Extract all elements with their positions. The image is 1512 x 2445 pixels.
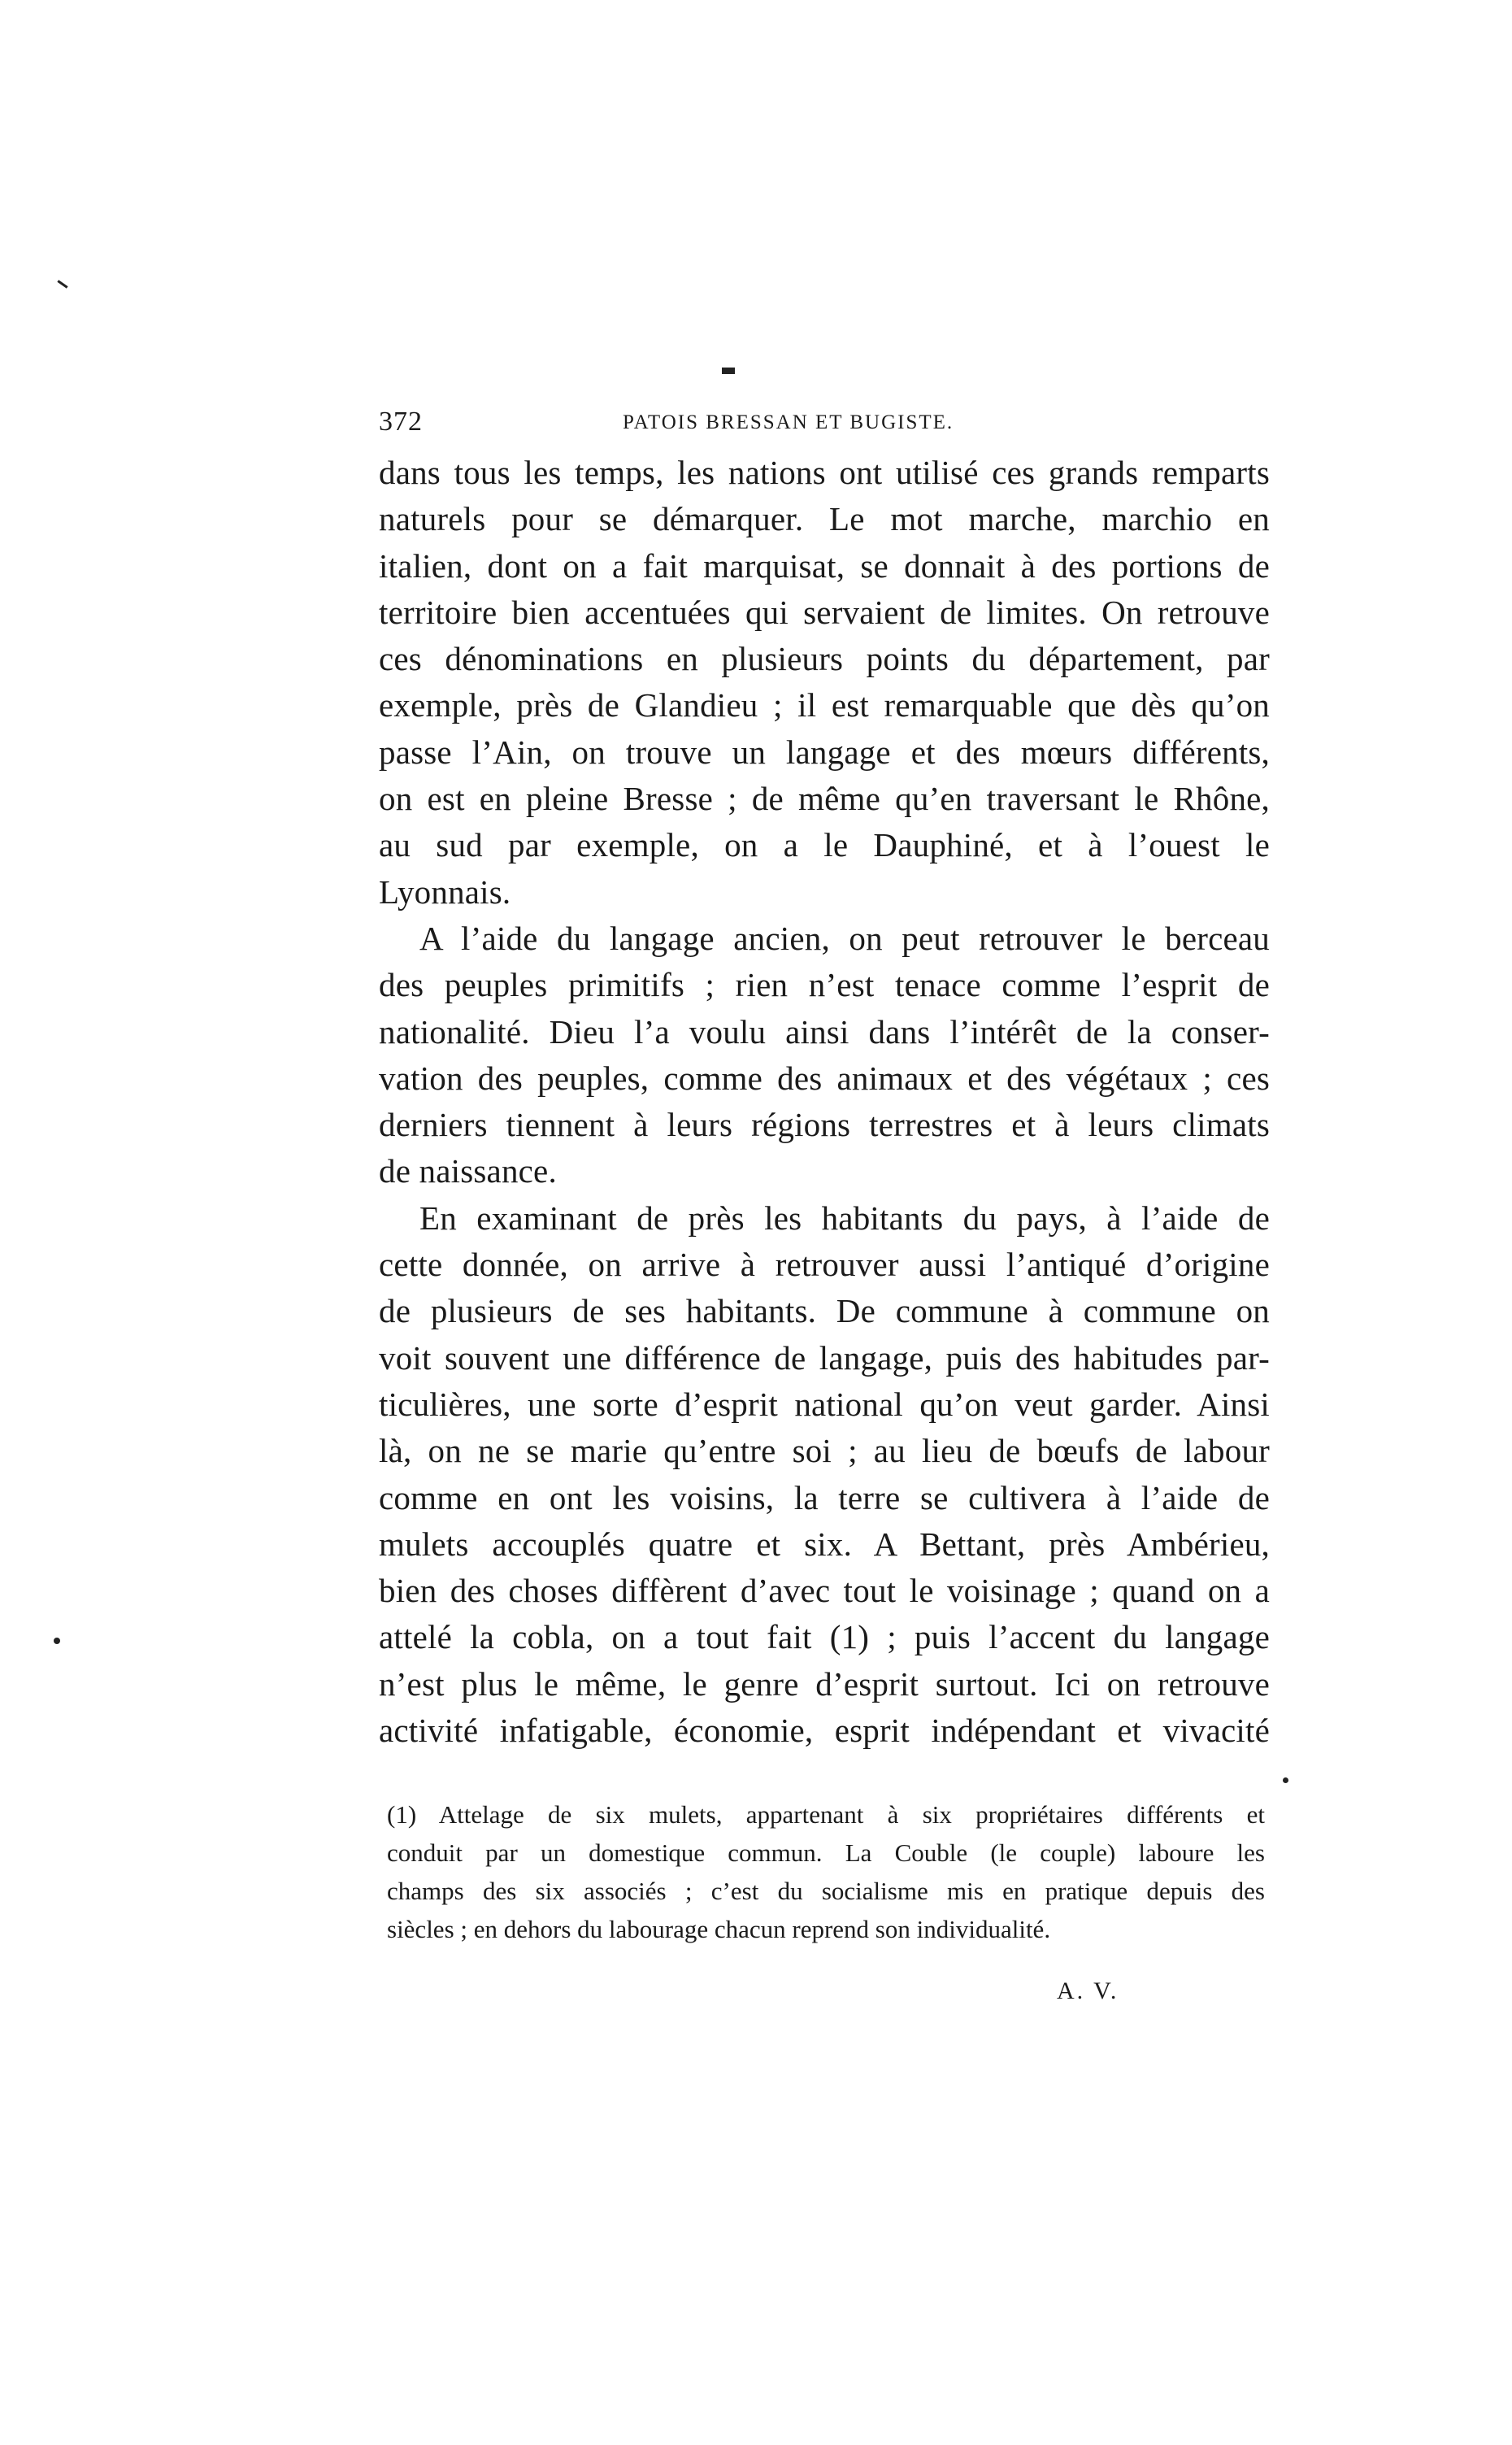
text-line: bien des choses diffèrent d’avec tout le voisinage ; quand on a [379,1572,1270,1610]
text-line: au sud par exemple, on a le Dauphiné, et à l’ouest le [379,826,1270,864]
text-line: italien, dont on a fait marquisat, se donnait à des portions de [379,546,1270,585]
text-line: A l’aide du langage ancien, on peut retrouver le berceau [419,919,1270,957]
scan-mark-top-left [57,280,67,288]
page-number: 372 [379,407,423,437]
body-text [379,450,1270,1754]
text-line: là, on ne se marie qu’entre soi ; au lieu de bœufs de labour [379,1432,1270,1470]
footnote-line: conduit par un domestique commun. La Couble (le couple) laboure les [387,1838,1265,1867]
text-line: dans tous les temps, les nations ont utilisé ces grands remparts [379,454,1270,491]
text-line: Lyonnais. [379,872,511,911]
text-line: passe l’Ain, on trouve un langage et des mœurs différents, [379,733,1270,771]
text-line: territoire bien accentuées qui servaient de limites. On retrouve [379,593,1270,631]
running-head [379,407,1013,447]
text-line: comme en ont les voisins, la terre se cultivera à l’aide de [379,1478,1270,1516]
text-line: nationalité. Dieu l’a voulu ainsi dans l’intérêt de la conser- [379,1012,1270,1051]
scan-mark-left-margin [54,1638,60,1644]
text-line: exemple, près de Glandieu ; il est remarquable que dès qu’on [379,686,1270,724]
text-line: mulets accouplés quatre et six. A Bettant, près Ambérieu, [379,1525,1270,1563]
text-line: on est en pleine Bresse ; de même qu’en traversant le Rhône, [379,780,1270,818]
footnote-signature: A. V. [1057,1977,1119,2004]
text-line: En examinant de près les habitants du pays, à l’aide de [419,1199,1270,1237]
text-line: ces dénominations en plusieurs points du département, par [379,640,1270,678]
scan-mark-top-center [722,368,735,374]
text-line: derniers tiennent à leurs régions terrestres et à leurs climats [379,1106,1270,1144]
running-title: PATOIS BRESSAN ET BUGISTE. [623,411,954,433]
footnote [387,1795,1265,1948]
text-line: de naissance. [379,1152,557,1190]
text-line: cette donnée, on arrive à retrouver aussi l’antiqué d’origine [379,1246,1270,1284]
text-line: ticulières, une sorte d’esprit national qu’on veut garder. Ainsi [379,1385,1270,1423]
text-line: activité infatigable, économie, esprit indépendant et vivacité [379,1712,1270,1750]
text-line: voit souvent une différence de langage, puis des habitudes par- [379,1338,1270,1377]
text-line: de plusieurs de ses habitants. De commune à commune on [379,1292,1270,1330]
text-line: n’est plus le même, le genre d’esprit surtout. Ici on retrouve [379,1664,1270,1703]
text-line: des peuples primitifs ; rien n’est tenace comme l’esprit de [379,966,1270,1004]
footnote-line: (1) Attelage de six mulets, appartenant à six propriétaires différents et [387,1800,1265,1829]
text-line: attelé la cobla, on a tout fait (1) ; puis l’accent du langage [379,1618,1270,1656]
footnote-line: siècles ; en dehors du labourage chacun reprend son individualité. [387,1915,1051,1943]
text-line: naturels pour se démarquer. Le mot marche, marchio en [379,500,1270,538]
text-line: vation des peuples, comme des animaux et des végétaux ; ces [379,1059,1270,1097]
footnote-line: champs des six associés ; c’est du socialisme mis en pratique depuis des [387,1877,1265,1905]
scan-mark-right-margin [1283,1777,1288,1783]
